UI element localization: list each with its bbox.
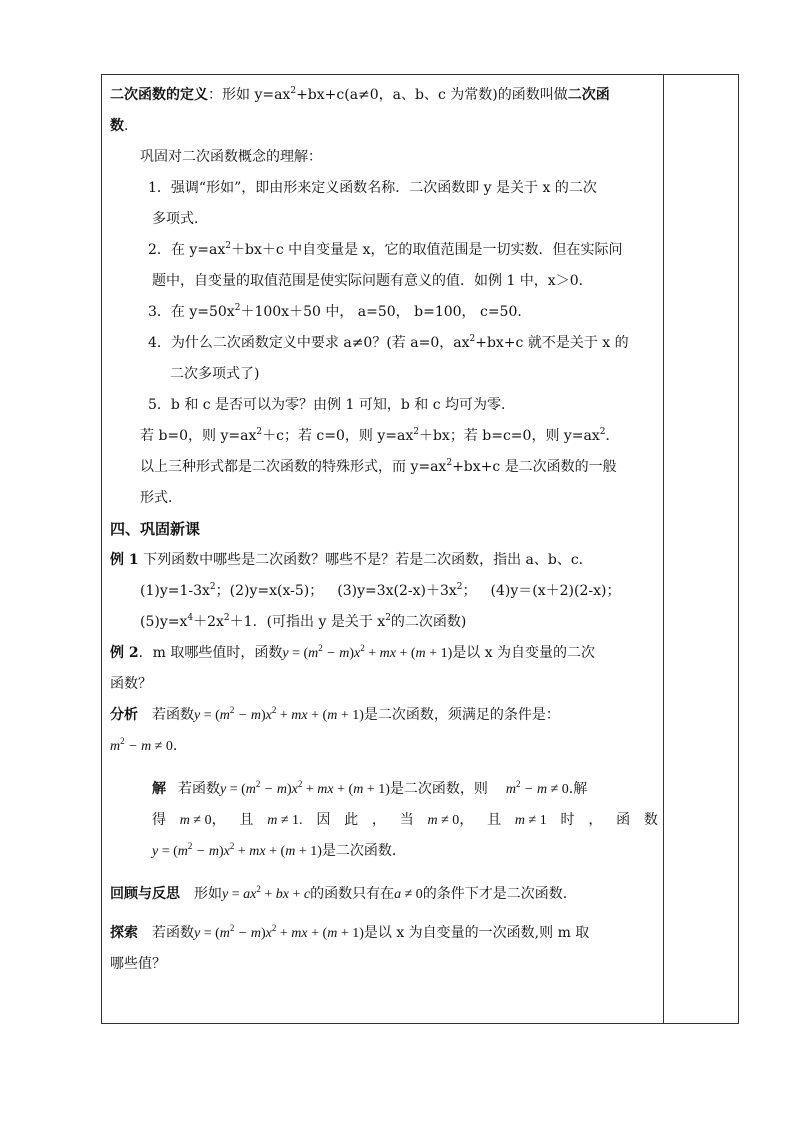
- understanding-intro: 巩固对二次函数概念的理解：: [140, 149, 322, 165]
- review-line: 回顾与反思 形如$y = ax^2$ + bx + c的函数只有在a ≠ 0的条件下才是二次函数.: [110, 884, 568, 902]
- solution-line-3: $y = (m^2 - m)x^2$ + mx + (m + 1)是二次函数.: [152, 841, 397, 859]
- example-1-line-2: $(1)y=1-3x^2$；(2)y=x(x-5)； $(3)y=3x(2-x)+3x^2$； (4)y＝(x＋2)(2-x)；: [140, 582, 621, 599]
- lesson-content: [110, 80, 658, 980]
- example-2-line-1: 例 2．m 取哪些值时，函数$y = (m^2 - m)x^2$ + mx + (m + 1)是以 x 为自变量的二次: [110, 643, 596, 661]
- column-divider: [663, 74, 664, 1024]
- point-2-line-2: 题中，自变量的取值范围是使实际问题有意义的值．如例 1 中，x＞0．: [152, 273, 593, 289]
- function-formula: $y = (m^2 - m)x^2$ + mx + (m + 1): [220, 779, 390, 797]
- point-3: 3．在 $y=50x^2+100x+50$ 中， a=50， b=100， c=50．: [148, 303, 532, 320]
- function-formula: $y = (m^2 - m)x^2$ + mx + (m + 1): [194, 923, 364, 941]
- point-2-line-1: 2．在 $y=ax^2+bx+c$ 中自变量是 x，它的取值范围是一切实数．但在实际问: [148, 241, 623, 258]
- explore-line-2: 哪些值？: [110, 956, 166, 972]
- definition-line-2: 数.: [110, 118, 129, 134]
- example-1-label: 例 1: [110, 552, 139, 568]
- definition-line-1: 二次函数的定义：形如 $y=ax^2+bx+c(a\ne 0$，a、b、c 为常数)的函数叫做二次函: [110, 86, 610, 103]
- general-form: $y = ax^2$ + bx + c: [222, 884, 311, 902]
- analysis-label: 分析: [110, 707, 138, 723]
- analysis-line-2: $m^2 - m \ne 0$．: [110, 736, 187, 754]
- solution-label: 解: [152, 781, 166, 797]
- example-1-line-3: $(5)y=x^4+2x^2+1$．(可指出 y 是关于 $x^2$的二次函数): [140, 613, 467, 630]
- section-heading: 四、巩固新课: [110, 520, 201, 538]
- example-2-label: 例 2: [110, 645, 139, 661]
- solution-line-1: 解 若函数$y = (m^2 - m)x^2$ + mx + (m + 1)是二次函数，则 $m^2 - m \ne 0$.解: [152, 779, 588, 797]
- review-label: 回顾与反思: [110, 886, 180, 902]
- point-1-line-1: 1．强调“形如”，即由形来定义函数名称．二次函数即 y 是关于 x 的二次: [148, 180, 597, 196]
- analysis-line-1: 分析 若函数$y = (m^2 - m)x^2$ + mx + (m + 1)是二次函数，须满足的条件是：: [110, 705, 560, 723]
- point-1-line-2: 多项式．: [152, 211, 208, 227]
- special-forms: 若 b=0，则 $y=ax^2+c$；若 c=0，则 $y=ax^2+bx$；若 b=c=0，则 $y=ax^2$．: [140, 427, 620, 444]
- example-2-line-2: 函数？: [110, 676, 152, 692]
- summary-line-2: 形式．: [140, 490, 182, 506]
- point-4-line-2: 二次多项式了): [170, 366, 260, 382]
- function-formula: $y = (m^2 - m)x^2$ + mx + (m + 1): [282, 643, 453, 661]
- function-formula: $y = (m^2 - m)x^2$ + mx + (m + 1): [194, 705, 364, 723]
- example-1-line-1: 例 1 下列函数中哪些是二次函数？哪些不是？若是二次函数，指出 a、b、c．: [110, 552, 593, 568]
- definition-label: 二次函数的定义: [110, 87, 208, 103]
- condition-formula: $m^2 - m \ne 0$: [110, 736, 173, 754]
- explore-line-1: 探索 若函数$y = (m^2 - m)x^2$ + mx + (m + 1)是以 x 为自变量的一次函数,则 m 取: [110, 923, 590, 941]
- solution-line-2: 得 m ≠ 0， 且 m ≠ 1. 因 此 ， 当 m ≠ 0， 且 m ≠ 1 时 ， 函 数: [152, 812, 658, 828]
- point-5: 5．b 和 c 是否可以为零？由例 1 可知，b 和 c 均可为零．: [148, 397, 516, 413]
- explore-label: 探索: [110, 925, 138, 941]
- summary-line-1: 以上三种形式都是二次函数的特殊形式，而 $y=ax^2+bx+c$ 是二次函数的一般: [140, 458, 617, 475]
- function-formula: $y = (m^2 - m)x^2$ + mx + (m + 1): [152, 841, 322, 859]
- point-4-line-1: 4．为什么二次函数定义中要求 a≠0？(若 a=0，$ax^2+bx+c$ 就不是关于 x 的: [148, 334, 629, 351]
- definition-term: 二次函: [567, 87, 610, 103]
